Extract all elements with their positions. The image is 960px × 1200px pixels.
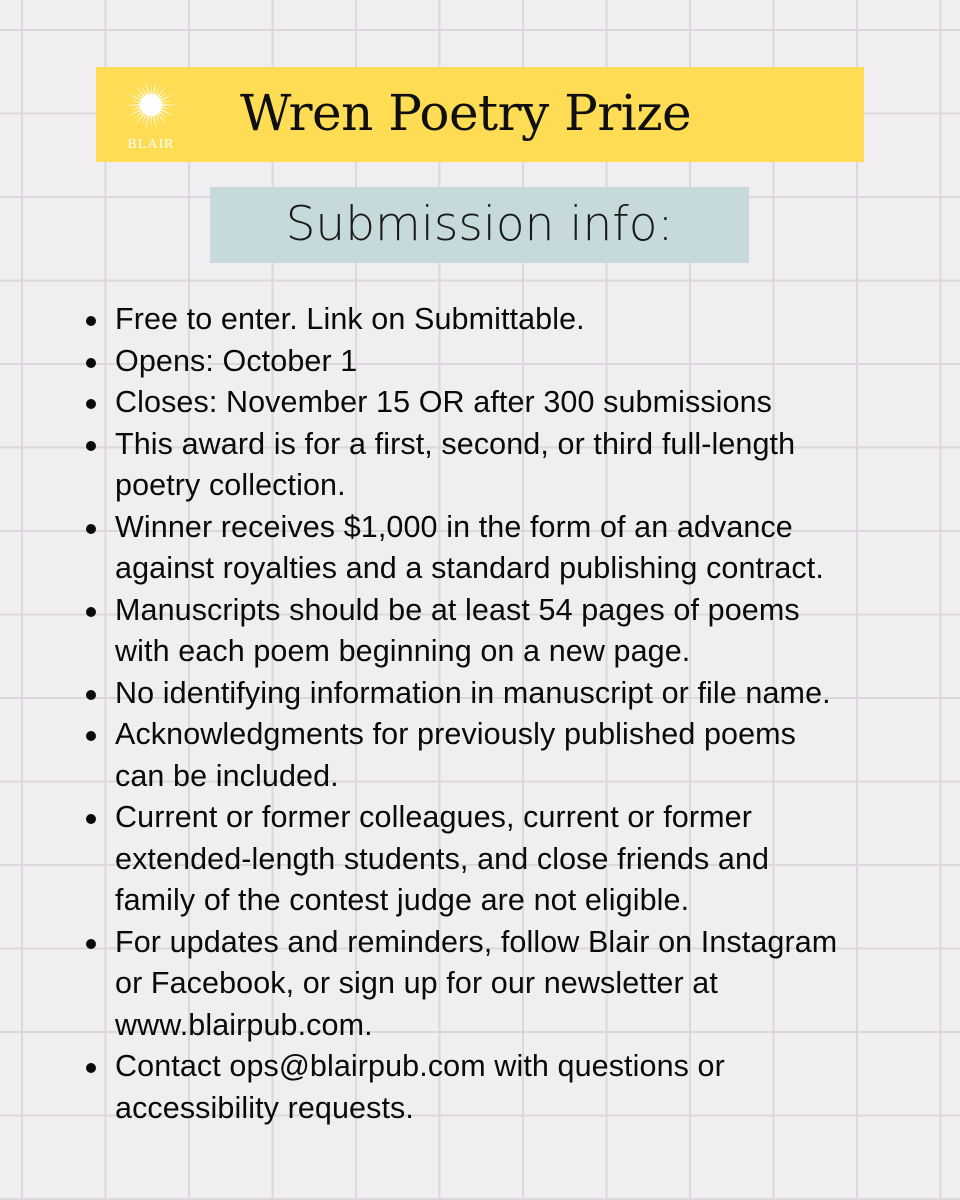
list-item-line: For updates and reminders, follow Blair on Instagram — [115, 924, 838, 959]
sunburst-ray — [131, 107, 142, 110]
list-item — [78, 299, 928, 341]
sunburst-ray — [160, 109, 176, 117]
bullet-icon — [86, 814, 96, 824]
list-item-line: accessibility requests. — [115, 1090, 414, 1125]
page-title: Wren Poetry Prize — [240, 84, 692, 142]
sunburst-ray — [161, 107, 172, 110]
bullet-icon — [86, 1063, 96, 1073]
sunburst-icon — [118, 75, 184, 137]
list-item — [78, 507, 928, 590]
list-item-line: against royalties and a standard publishing contract. — [115, 551, 824, 585]
list-item-line: Current or former colleagues, current or former — [115, 800, 752, 834]
list-item-line: This award is for a first, second, or third full-length — [115, 426, 796, 461]
list-item-line: with each poem beginning on a new page. — [115, 634, 691, 668]
sunburst-ray — [161, 100, 172, 103]
list-item-line: No identifying information in manuscript or file name. — [115, 675, 831, 710]
sunburst-ray — [150, 115, 151, 126]
section-heading: Submission info: — [285, 197, 674, 252]
list-item — [78, 1046, 928, 1129]
list-item-line: Manuscripts should be at least 54 pages of poems — [115, 592, 800, 627]
bullet-icon — [86, 690, 96, 700]
bullet-icon — [86, 524, 96, 534]
list-item — [78, 382, 928, 424]
list-item-line: Opens: October 1 — [115, 343, 358, 378]
list-item-line: extended-length students, and close friends and — [115, 841, 770, 876]
list-item-line: Acknowledgments for previously published poems — [115, 717, 797, 751]
bullet-icon — [86, 939, 96, 949]
list-item-line: family of the contest judge are not eligible. — [115, 883, 690, 917]
sunburst-ray — [150, 84, 151, 95]
submission-info-list — [78, 299, 928, 1129]
list-item-line: Free to enter. Link on Submittable. — [115, 302, 585, 336]
list-item-line: www.blairpub.com. — [115, 1007, 373, 1042]
sunburst-ray — [127, 93, 143, 101]
list-item — [78, 424, 928, 507]
list-item — [78, 341, 928, 383]
bullet-icon — [86, 399, 96, 409]
list-item-line: or Facebook, or sign up for our newsletter at — [115, 966, 718, 1000]
bullet-icon — [86, 607, 96, 617]
bullet-icon — [86, 358, 96, 368]
sunburst-ray — [131, 100, 142, 103]
list-item-line: can be included. — [115, 758, 339, 793]
list-item-line: Winner receives $1,000 in the form of an advance — [115, 509, 793, 544]
sunburst-ray — [124, 104, 141, 105]
sunburst-ray — [160, 93, 176, 101]
list-item — [78, 673, 928, 715]
list-item — [78, 922, 928, 1047]
bullet-icon — [86, 731, 96, 741]
subtitle-box — [210, 187, 749, 263]
list-item — [78, 590, 928, 673]
blair-logo — [118, 75, 184, 155]
logo-label: BLAIR — [127, 137, 175, 152]
bullet-icon — [86, 441, 96, 451]
list-item — [78, 714, 928, 797]
sunburst-ray — [161, 104, 178, 105]
title-banner — [96, 67, 864, 162]
bullet-icon — [86, 316, 96, 326]
list-item — [78, 797, 928, 922]
list-item-line: Contact ops@blairpub.com with questions or — [115, 1049, 725, 1083]
sunburst-ray — [127, 109, 143, 117]
list-item-line: Closes: November 15 OR after 300 submissions — [115, 385, 773, 419]
list-item-line: poetry collection. — [115, 468, 346, 502]
